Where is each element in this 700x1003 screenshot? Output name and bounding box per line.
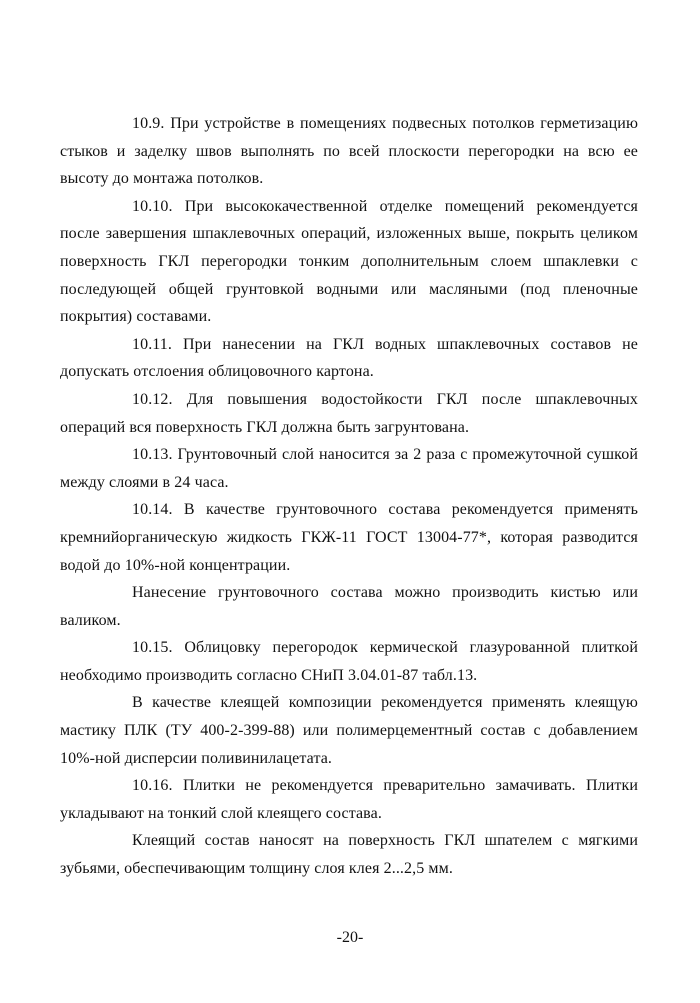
paragraph-10-15: 10.15. Облицовку перегородок кермической глазурованной плиткой необходимо производить согласно СНиП 3.04.01-87 табл.13. — [60, 639, 638, 684]
paragraph-10-16: 10.16. Плитки не рекомендуется преварительно замачивать. Плитки укладывают на тонкий слой клеящего состава. — [60, 777, 638, 822]
paragraph-10-12: 10.12. Для повышения водостойкости ГКЛ после шпаклевочных операций вся поверхность ГКЛ должна быть загрунтована. — [60, 390, 638, 436]
page-number: -20- — [336, 929, 364, 946]
body-text — [60, 110, 638, 883]
paragraph-10-14: 10.14. В качестве грунтовочного состава рекомендуется применять кремнийорганическую жидкость ГКЖ-11 ГОСТ 13004-77*, которая разводится водой до 10%-ной концентрации. — [60, 501, 638, 574]
paragraph-adhesive-spreading: Клеящий состав наносят на поверхность ГКЛ шпателем с мягкими зубьями, обеспечивающим толщину слоя клея 2...2,5 мм. — [60, 832, 638, 878]
paragraph-10-9: 10.9. При устройстве в помещениях подвесных потолков герметизацию стыков и заделку швов выполнять по всей плоскости перегородки на всю ее высоту до монтажа потолков. — [60, 115, 638, 188]
paragraph-10-10: 10.10. При высококачественной отделке помещений рекомендуется после завершения шпаклевочных операций, изложенных выше, покрыть целиком поверхность ГКЛ перегородки тонким дополнительным слоем шпаклевки с последующей общей грунтовкой водными или масляными (под пленочные покрытия) составами. — [60, 197, 638, 326]
paragraph-adhesive-composition: В качестве клеящей композиции рекомендуется применять клеящую мастику ПЛК (ТУ 400-2-399-88) или полимерцементный состав с добавлением 10%-ной дисперсии поливинилацетата. — [60, 694, 638, 767]
paragraph-10-11: 10.11. При нанесении на ГКЛ водных шпаклевочных составов не допускать отслоения облицовочного картона. — [60, 335, 638, 381]
paragraph-10-13: 10.13. Грунтовочный слой наносится за 2 раза с промежуточной сушкой между слоями в 24 часа. — [60, 446, 638, 491]
paragraph-primer-application: Нанесение грунтовочного состава можно производить кистью или валиком. — [60, 584, 638, 629]
